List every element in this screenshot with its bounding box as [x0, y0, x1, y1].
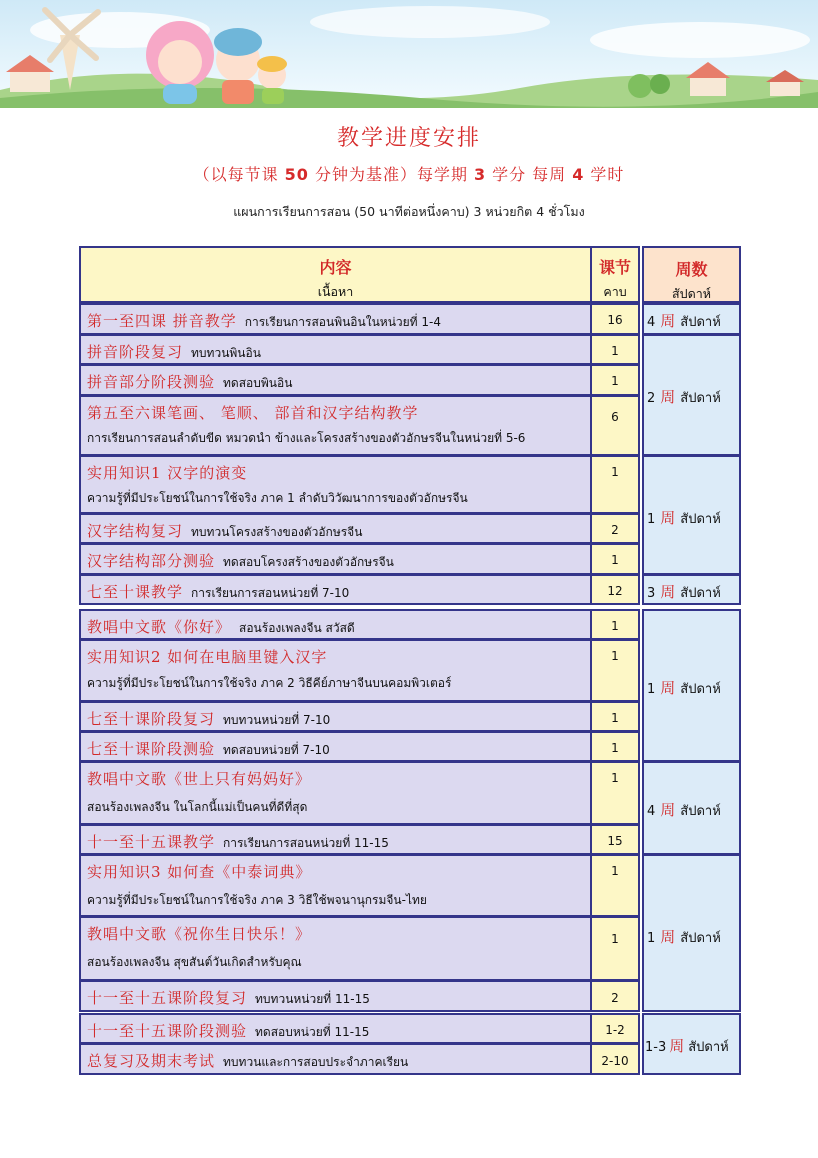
weeks-cell: 1 周 สัปดาห์	[642, 455, 741, 575]
row-periods: 6	[590, 395, 640, 456]
row-periods: 1	[590, 609, 640, 640]
row-periods: 16	[590, 303, 640, 335]
row-periods: 1	[590, 761, 640, 825]
kids-illustration	[0, 0, 818, 108]
row-content: 汉字结构复习 ทบทวนโครงสร้างของตัวอักษรจีน	[79, 513, 592, 544]
header-banner	[0, 0, 818, 108]
header-content	[79, 246, 592, 303]
row-content: 七至十课教学 การเรียนการสอนหน่วยที่ 7-10	[79, 574, 592, 605]
row-content: 总复习及期末考试 ทบทวนและการสอบประจำภาคเรียน	[79, 1043, 592, 1075]
weeks-cell: 1 周 สัปดาห์	[642, 609, 741, 762]
row-content: 十一至十五课阶段复习 ทบทวนหน่วยที่ 11-15	[79, 980, 592, 1012]
header-weeks-zh: 周数	[675, 260, 708, 279]
page-subtitle-thai: แผนการเรียนการสอน (50 นาทีต่อหนึ่งคาบ) 3 หน่วยกิต 4 ชั่วโมง	[233, 204, 585, 219]
row-periods: 1	[590, 543, 640, 575]
weeks-cell: 2 周 สัปดาห์	[642, 334, 741, 456]
row-periods: 1	[590, 731, 640, 762]
row-periods: 1	[590, 364, 640, 396]
row-content: 拼音阶段复习 ทบทวนพินอิน	[79, 334, 592, 365]
row-content: 第一至四课 拼音教学 การเรียนการสอนพินอินในหน่วยที่ 1-4	[79, 303, 592, 335]
row-periods: 15	[590, 824, 640, 855]
header-periods-th: คาบ	[603, 284, 627, 299]
row-content: 十一至十五课阶段测验 ทดสอบหน่วยที่ 11-15	[79, 1013, 592, 1044]
row-content: 实用知识2 如何在电脑里键入汉字 ความรู้ที่มีประโยชน์ในการใช้จริง ภาค 2 วิธีคีย์ภาษาจีนบนคอมพิวเตอร์	[79, 639, 592, 702]
weeks-cell: 4 周 สัปดาห์	[642, 303, 741, 335]
row-periods: 12	[590, 574, 640, 605]
header-weeks-th: สัปดาห์	[672, 286, 711, 301]
row-content: 教唱中文歌《祝你生日快乐！》 สอนร้องเพลงจีน สุขสันต์วันเกิดสำหรับคุณ	[79, 916, 592, 981]
row-content: 第五至六课笔画、 笔顺、 部首和汉字结构教学 การเรียนการสอนลำดับขีด หมวดนำ ข้างและโครงสร้างของตัวอักษรจีนในหน่วยที่ 5-6	[79, 395, 592, 456]
schedule-table	[79, 246, 741, 1075]
row-content: 实用知识1 汉字的演变 ความรู้ที่มีประโยชน์ในการใช้จริง ภาค 1 ลำดับวิวัฒนาการของตัวอักษรจีน	[79, 455, 592, 514]
row-periods: 1	[590, 455, 640, 514]
row-periods: 1-2	[590, 1013, 640, 1044]
header-content-th: เนื้อหา	[317, 284, 354, 299]
row-periods: 1	[590, 854, 640, 917]
row-periods: 1	[590, 334, 640, 365]
weeks-cell: 1-3 周 สัปดาห์	[642, 1013, 741, 1075]
page-subtitle: （以每节课 50 分钟为基准）每学期 3 学分 每周 4 学时	[193, 165, 625, 184]
header-periods-zh: 课节	[598, 258, 631, 277]
row-content: 教唱中文歌《世上只有妈妈好》 สอนร้องเพลงจีน ในโลกนี้แม่เป็นคนที่ดีที่สุด	[79, 761, 592, 825]
row-content: 十一至十五课教学 การเรียนการสอนหน่วยที่ 11-15	[79, 824, 592, 855]
row-content: 教唱中文歌《你好》 สอนร้องเพลงจีน สวัสดี	[79, 609, 592, 640]
row-content: 实用知识3 如何查《中泰词典》 ความรู้ที่มีประโยชน์ในการใช้จริง ภาค 3 วิธีใช้พจนานุกรมจีน-ไทย	[79, 854, 592, 917]
weeks-cell: 1 周 สัปดาห์	[642, 854, 741, 1012]
row-content: 拼音部分阶段测验 ทดสอบพินอิน	[79, 364, 592, 396]
page-title: 教学进度安排	[336, 126, 481, 151]
header-content-zh: 内容	[319, 258, 352, 277]
weeks-cell: 3 周 สัปดาห์	[642, 574, 741, 605]
row-periods: 1	[590, 701, 640, 732]
header-weeks	[642, 246, 741, 303]
row-periods: 2	[590, 513, 640, 544]
row-content: 七至十课阶段复习 ทบทวนหน่วยที่ 7-10	[79, 701, 592, 732]
row-content: 七至十课阶段测验 ทดสอบหน่วยที่ 7-10	[79, 731, 592, 762]
row-periods: 1	[590, 639, 640, 702]
header-periods	[590, 246, 640, 303]
row-periods: 2-10	[590, 1043, 640, 1075]
row-periods: 2	[590, 980, 640, 1012]
row-content: 汉字结构部分测验 ทดสอบโครงสร้างของตัวอักษรจีน	[79, 543, 592, 575]
row-periods: 1	[590, 916, 640, 981]
weeks-cell: 4 周 สัปดาห์	[642, 761, 741, 855]
